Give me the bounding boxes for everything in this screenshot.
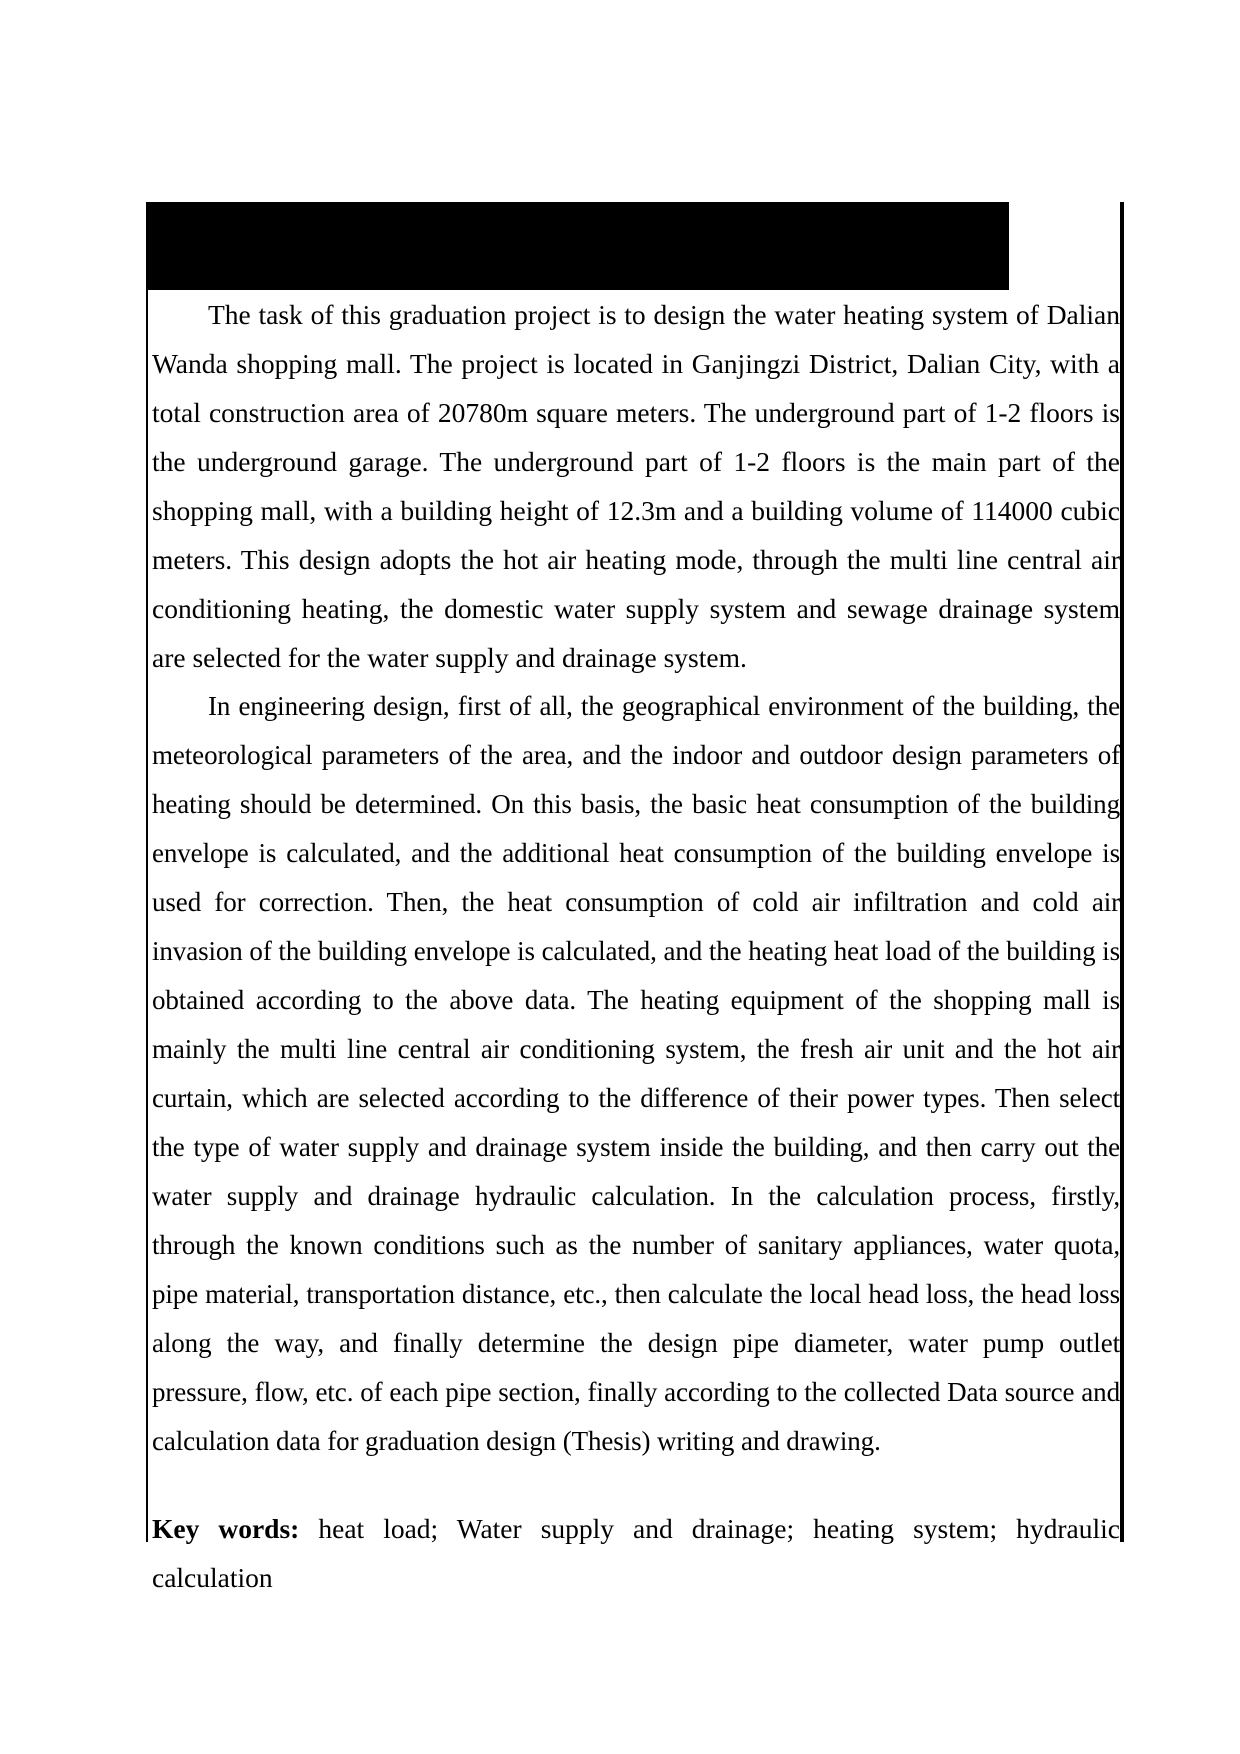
- abstract-text-body: [148, 290, 1122, 1602]
- abstract-paragraph-2: In engineering design, first of all, the geographical environment of the building, the meteorological parameters of the area, and the indoor and outdoor design parameters of heating should be determined. On this basis, the basic heat consumption of the building envelope is calculated, and the additional heat consumption of the building envelope is used for correction. Then, the heat consumption of cold air infiltration and cold air invasion of the building envelope is calculated, and the heating heat load of the building is obtained according to the above data. The heating equipment of the shopping mall is mainly the multi line central air conditioning system, the fresh air unit and the hot air curtain, which are selected according to the difference of their power types. Then select the type of water supply and drainage system inside the building, and then carry out the water supply and drainage hydraulic calculation. In the calculation process, firstly, through the known conditions such as the number of sanitary appliances, water quota, pipe material, transportation distance, etc., then calculate the local head loss, the head loss along the way, and finally determine the design pipe diameter, water pump outlet pressure, flow, etc. of each pipe section, finally according to the collected Data source and calculation data for graduation design (Thesis) writing and drawing.: [152, 691, 1120, 1456]
- keywords-label: Key words:: [152, 1513, 300, 1544]
- abstract-content-frame: [146, 202, 1124, 1593]
- keywords-line: [148, 1504, 1122, 1602]
- keywords-value: heat load; Water supply and drainage; heating system; hydraulic calculation: [152, 1513, 1120, 1593]
- abstract-paragraph-1: The task of this graduation project is to design the water heating system of Dalian Wanda shopping mall. The project is located in Ganjingzi District, Dalian City, with a total construction area of 20780m square meters. The underground part of 1-2 floors is the underground garage. The underground part of 1-2 floors is the main part of the shopping mall, with a building height of 12.3m and a building volume of 114000 cubic meters. This design adopts the hot air heating mode, through the multi line central air conditioning heating, the domestic water supply system and sewage drainage system are selected for the water supply and drainage system.: [152, 299, 1120, 673]
- keywords-spacer: [148, 1466, 1122, 1504]
- black-redaction-bar: [148, 202, 1009, 290]
